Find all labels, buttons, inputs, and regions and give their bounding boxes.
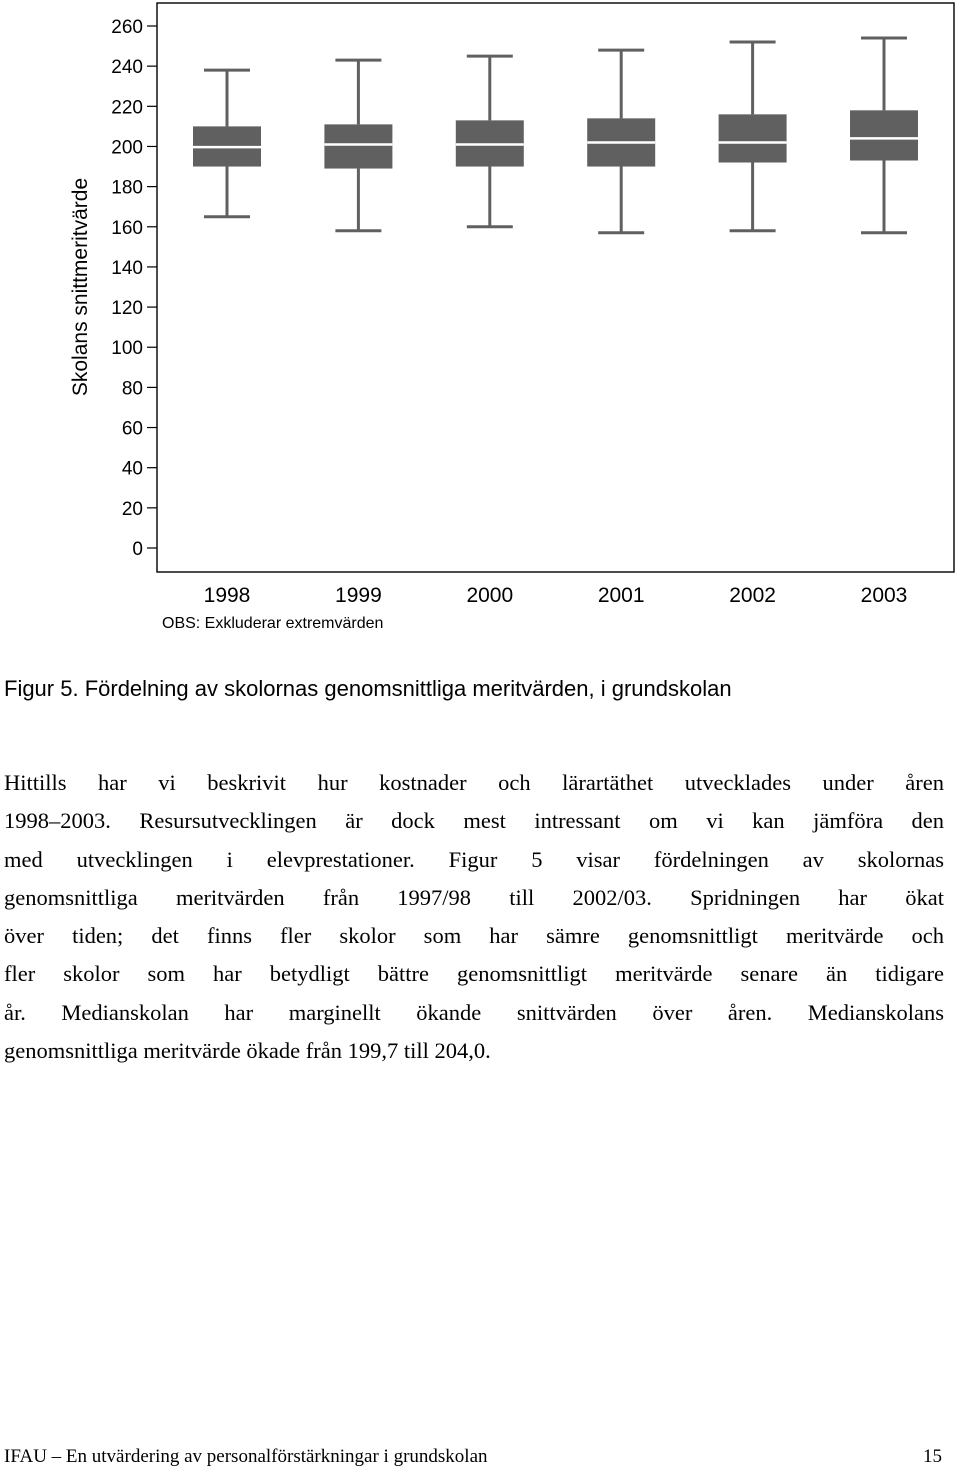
paragraph-line: med utvecklingen i elevprestationer. Figur 5 visar fördelningen av skolornas — [4, 846, 944, 872]
figure-caption: Figur 5. Fördelning av skolornas genomsnittliga meritvärden, i grundskolan — [4, 676, 732, 701]
y-tick-label: 120 — [111, 298, 143, 320]
y-tick-label: 180 — [111, 177, 143, 199]
y-tick-label: 200 — [111, 137, 143, 159]
footer-title: IFAU – En utvärdering av personalförstärkningar i grundskolan — [4, 1446, 488, 1467]
y-tick-label: 160 — [111, 217, 143, 239]
x-tick-label: 1998 — [203, 584, 251, 607]
y-axis-label: Skolans snittmeritvärde — [69, 177, 92, 397]
x-axis — [204, 584, 908, 607]
y-tick-label: 40 — [121, 458, 143, 480]
y-tick-label: 220 — [111, 97, 143, 119]
y-axis — [111, 17, 157, 560]
x-tick-label: 2002 — [729, 584, 776, 607]
paragraph-line: genomsnittliga meritvärde ökade från 199,7 till 204,0. — [4, 1038, 491, 1064]
x-tick-label: 2000 — [466, 584, 514, 607]
box-iqr — [850, 110, 918, 160]
y-tick-label: 240 — [111, 57, 143, 79]
box-iqr — [719, 114, 787, 162]
x-tick-label: 2001 — [597, 584, 645, 607]
plot-frame — [157, 3, 954, 572]
y-tick-label: 20 — [121, 498, 143, 520]
paragraph-line: över tiden; det finns fler skolor som har sämre genomsnittligt meritvärde och — [4, 923, 944, 949]
y-tick-label: 140 — [111, 257, 143, 279]
x-tick-label: 1999 — [335, 584, 382, 607]
y-tick-label: 80 — [121, 378, 143, 400]
paragraph-line: 1998–2003. Resursutvecklingen är dock mest intressant om vi kan jämföra den — [4, 808, 944, 834]
paragraph-line: fler skolor som har betydligt bättre genomsnittligt meritvärde senare än tidigare — [4, 961, 944, 987]
body-paragraph — [4, 764, 944, 1070]
box-iqr — [324, 124, 392, 168]
boxplot-chart — [0, 0, 960, 660]
y-tick-label: 60 — [121, 418, 143, 440]
page-number: 15 — [923, 1446, 942, 1467]
chart-note: OBS: Exkluderar extremvärden — [162, 615, 384, 632]
paragraph-line: genomsnittliga meritvärden från 1997/98 till 2002/03. Spridningen har ökat — [4, 884, 944, 910]
x-tick-label: 2003 — [860, 584, 908, 607]
y-tick-label: 260 — [111, 17, 143, 38]
y-tick-label: 0 — [132, 539, 143, 560]
y-tick-label: 100 — [111, 338, 143, 360]
paragraph-line: Hittills har vi beskrivit hur kostnader och lärartäthet utvecklades under åren — [4, 770, 944, 795]
paragraph-line: år. Medianskolan har marginellt ökande snittvärden över åren. Medianskolans — [4, 999, 944, 1025]
